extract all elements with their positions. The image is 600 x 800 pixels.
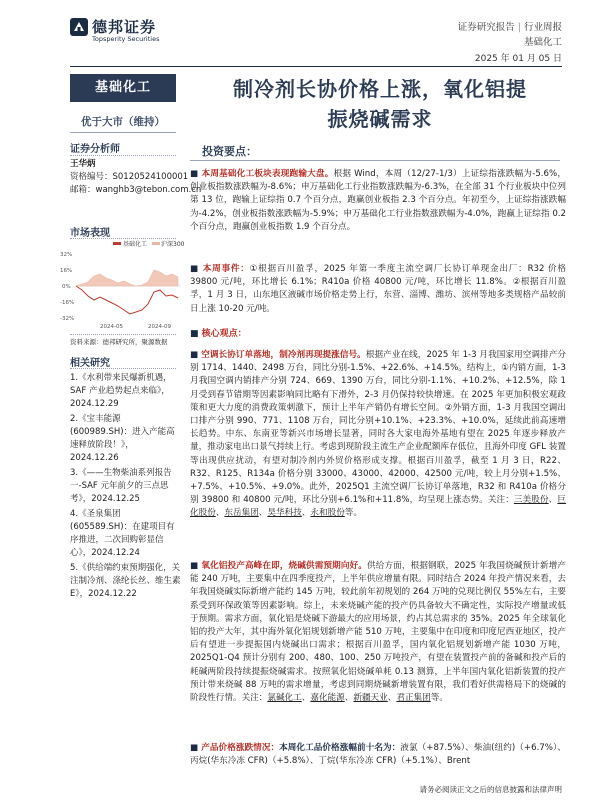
- x-tick: 2024-05: [100, 324, 123, 330]
- y-tick: 16%: [60, 268, 73, 274]
- bullet-icon: ■: [190, 264, 203, 274]
- brand-name: 德邦证券: [92, 18, 157, 36]
- bullet-icon: ■: [190, 169, 202, 179]
- para-lead: 氧化铝投产高峰在即，烧碱供需预期向好。: [201, 561, 368, 571]
- related-list: [70, 372, 182, 601]
- para-lead: 本周事件：: [202, 264, 250, 274]
- para-text: ①根据百川盈孚，2025 年第一季度主流空调厂长协订单现金出厂：R32 价格 39800 元/吨，环比增长 6.1%；R410a 价格 40800 元/吨，环比增长 11.8%。②根据百川盈孚，1 月 3 日，山东地区液碱市场价格走势上行，东营、淄博、潍坊、滨州等地多类规格产品较前日上涨 10-20 元/吨。: [190, 264, 566, 314]
- related-item[interactable]: 1.《水利带来民爆新机遇，SAF 产业趋势起点来临》，2024.12.29: [70, 373, 172, 409]
- brand-mark-icon: [70, 18, 88, 36]
- related-section-title: 相关研究: [70, 358, 110, 369]
- y-tick: 32%: [60, 252, 73, 258]
- y-tick: -16%: [60, 300, 75, 306]
- company-link[interactable]: 新疆天业: [353, 693, 388, 704]
- para-text: 根据 Wind，本周（12/27-1/3）上证综指涨跌幅为-5.6%，创业板指数涨跌幅为-8.6%；申万基础化工行业指数涨跌幅为-6.3%，在全部 31 个行业板块中位列第 13 位，跑输上证综指 0.7 个百分点，跑赢创业板指 2.3 个百分点。年初至今，上证综指涨跌幅为-4.2%，创业板指数涨跌幅为-5.9%；申万基础化工行业指数涨跌幅为-4.0%，跑赢上证综指 0.2 个百分点，跑赢创业板指数 1.9 个百分点。: [190, 169, 566, 232]
- para-lead: 产品价格涨跌情况：: [201, 743, 280, 753]
- report-type: 证券研究报告: [457, 22, 515, 33]
- index-area: [76, 270, 178, 286]
- header-divider: [70, 66, 562, 67]
- paragraph-events: [190, 263, 566, 316]
- y-tick: -32%: [60, 316, 75, 322]
- para-bold: 本周化工品价格涨幅前十名为：: [279, 743, 401, 753]
- divider: [70, 368, 176, 369]
- company-link[interactable]: 东岳集团: [224, 508, 259, 519]
- title-line: 振烧碱需求: [327, 107, 433, 131]
- related-item[interactable]: 2.《宝丰能源(600989.SH)：进入产能高速释放阶段！》，2024.12.26: [70, 414, 175, 463]
- company-link[interactable]: 永和股份: [310, 508, 345, 519]
- company-link[interactable]: 巨化股份: [190, 495, 566, 519]
- title-line: 制冷剂长协价格上涨，氧化铝提: [233, 77, 527, 101]
- report-sector: 基础化工: [523, 37, 562, 48]
- analyst-name: 王华炳: [70, 159, 96, 169]
- core-view-heading: [190, 326, 247, 339]
- related-item[interactable]: 5.《供给端约束预期强化，关注制冷剂、涤纶长丝、维生素 E》，2024.12.22: [70, 563, 181, 599]
- company-link[interactable]: 三美股份: [513, 495, 549, 506]
- report-category: 行业周报: [523, 22, 562, 33]
- legend-index: 沪深300: [161, 241, 184, 248]
- analyst-email: 邮箱：wanghb3@tebon.com.cn: [70, 185, 202, 195]
- x-tick: 2024-09: [148, 324, 171, 330]
- brand-name-en: Topsperity Securities: [92, 35, 160, 43]
- analyst-section-title: 证券分析师: [70, 144, 120, 155]
- bullet-icon: ■: [190, 350, 202, 360]
- report-date: 2025 年 01 月 05 日: [474, 54, 562, 64]
- market-chart: [60, 240, 184, 330]
- key-points-label: 投资要点：: [202, 145, 257, 158]
- para-end: 等。: [430, 693, 448, 704]
- rating: 优于大市（维持）: [81, 116, 165, 128]
- para-lead: 空调长协订单落地，制冷剂再现提涨信号。: [201, 350, 366, 360]
- bullet-icon: ■: [190, 329, 202, 339]
- y-tick: 0%: [62, 284, 71, 290]
- divider: [70, 132, 176, 133]
- analyst-license: 资格编号：S0120524100001: [70, 172, 189, 182]
- paragraph-prices: [190, 742, 566, 768]
- core-view-label: 核心观点：: [201, 329, 247, 339]
- divider: [70, 155, 176, 156]
- legend-sector: 基础化工: [123, 241, 148, 248]
- para-text: 液氯（+87.5%）、柴油(纽约)（+6.7%）、丙烷(华东冷冻 CFR)（+5.8%）、丁烷(华东冷冻 CFR)（+5.1%）、Brent: [190, 743, 566, 767]
- para-lead: 本周基础化工板块表现跑输大盘。: [201, 169, 334, 179]
- divider: [70, 238, 176, 239]
- paragraph-market: [190, 168, 566, 234]
- para-end: 等。: [344, 508, 362, 519]
- related-item[interactable]: 4.《圣泉集团(605589.SH)：在建项目有序推进，二次回购彰显信心》，2024.12.24: [70, 509, 175, 558]
- para-text: 供给方面，根据钢联，2025 年我国烧碱预计新增产能 240 万吨，主要集中在四季度投产，上半年供应增量有限。同时结合 2024 年投产情况来看，去年我国烧碱实际新增产能约 145 万吨，较此前年初规划的 264 万吨的兑现比例仅 55%左右，主要系受到环保政策等因素影响。综上，未来烧碱产能的投产仍具备较大不确定性，实际投产增量或低于预期。需求方面，氧化铝是烧碱下游最大的应用场景，约占其总需求的 35%。2025 年全球氧化铝的投产大年，其中海外氧化铝规划新增产能 510 万吨，主要集中在印度和印度尼西亚地区，投产后有望进一步提振国内烧碱出口需求；根据百川盈孚，国内氧化铝规划新增产能 1030 万吨，2025Q1-Q4 预计分别有 200、480、100、250 万吨投产，有望在装置投产前的备碱和投产后的耗碱两阶段持续提振烧碱需求。按照氧化铝烧碱单耗 0.13 测算，上半年国内氧化铝新装置的投产预计带来烧碱 88 万吨的需求增量，考虑到同期烧碱新增装置有限，我们看好供需格局下的烧碱的阶段性行情。关注：: [190, 561, 566, 704]
- divider: [70, 334, 176, 335]
- related-item[interactable]: 3.《——生物柴油系列报告一-SAF 元年前夕的三点思考》，2024.12.25: [70, 468, 172, 504]
- company-link[interactable]: 昊华科技: [267, 508, 302, 519]
- legal-footer: 请务必阅读正文之后的信息披露和法律声明: [419, 785, 562, 794]
- report-meta: 证券研究报告 | 行业周报 基础化工: [457, 22, 562, 48]
- sector-box: 基础化工: [70, 74, 176, 102]
- chart-source: 资料来源：德邦研究所，聚源数据: [70, 338, 168, 346]
- company-link[interactable]: 君正集团: [396, 693, 431, 704]
- company-link[interactable]: 氯碱化工: [267, 693, 302, 704]
- company-link[interactable]: 嘉化能源: [310, 693, 345, 704]
- key-points-bar: [190, 142, 560, 161]
- brand-logo: [70, 16, 160, 46]
- paragraph-refrigerant: ■ 空调长协订单落地，制冷剂再现提涨信号。根据产业在线，2025 年 1-3 月我国家用空调排产分别 1714、1440、2498 万台，同比分别-1.5%、+22.6%、+14.5%。结构上，①内销方面，1-3 月我国空调内销排产分别 724、669、1390 万台，同比分别-1.1%、+10.2%、+12.5%，除 1 月受到春节错期等因素影响同比略有下滑外，2-3 月仍保持较快增速。在 2025 年更加积极宏观政策和更大力度的消费政策刺激下，预计上半年产销仍有增长空间。②外销方面，1-3 月我国空调出口排产分别 990、771、1108 万台，同比分别+10.1%、+23.3%、+10.0%，延续此前高速增长趋势。中东、东南亚等新兴市场增长显著，同时各大家电海外基地有望在 2025 年逐步释放产量，推动家电出口景气持续上行。考虑到现阶段主流生产企业配额库存低位，且海外印度 GFL 装置等出现供应扰动，有望对制冷剂内外贸价格形成支撑。根据百川盈孚，截至 1 月 3 日，R22、R32、R125、R134a 价格分别 33000、43000、42000、42500 元/吨，较上月分别+1.5%、+7.5%、+10.5%、+9.0%。此外，2025Q1 主流空调厂长协订单落地，R32 和 R410a 价格分别 39800 和 40800 元/吨，环比分别+6.1%和+11.8%，均呈现上涨态势。关注：三美股份、巨化股份、东岳集团、昊华科技、永和股份等。: [190, 350, 566, 519]
- para-text: 根据产业在线，2025 年 1-3 月我国家用空调排产分别 1714、1440、2498 万台，同比分别-1.5%、+22.6%、+14.5%。结构上，①内销方面，1-3 月我国空调内销排产分别 724、669、1390 万台，同比分别-1.1%、+10.2%、+12.5%，除 1 月受到春节错期等因素影响同比略有下滑外，2-3 月仍保持较快增速。在 2025 年更加积极宏观政策和更大力度的消费政策刺激下，预计上半年产销仍有增长空间。②外销方面，1-3 月我国空调出口排产分别 990、771、1108 万台，同比分别+10.1%、+23.3%、+10.0%，延续此前高速增长趋势。中东、东南亚等新兴市场增长显著，同时各大家电海外基地有望在 2025 年逐步释放产量，推动家电出口景气持续上行。考虑到现阶段主流生产企业配额库存低位，且海外印度 GFL 装置等出现供应扰动，有望对制冷剂内外贸价格形成支撑。根据百川盈孚，截至 1 月 3 日，R22、R32、R125、R134a 价格分别 33000、43000、42000、42500 元/吨，较上月分别+1.5%、+7.5%、+10.5%、+9.0%。此外，2025Q1 主流空调厂长协订单落地，R32 和 R410a 价格分别 39800 和 40800 元/吨，环比分别+6.1%和+11.8%，均呈现上涨态势。关注：: [190, 350, 566, 506]
- paragraph-caustic-soda: ■ 氧化铝投产高峰在即，烧碱供需预期向好。供给方面，根据钢联，2025 年我国烧碱预计新增产能 240 万吨，主要集中在四季度投产，上半年供应增量有限。同时结合 2024 年投产情况来看，去年我国烧碱实际新增产能约 145 万吨，较此前年初规划的 264 万吨的兑现比例仅 55%左右，主要系受到环保政策等因素影响。综上，未来烧碱产能的投产仍具备较大不确定性，实际投产增量或低于预期。需求方面，氧化铝是烧碱下游最大的应用场景，约占其总需求的 35%。2025 年全球氧化铝的投产大年，其中海外氧化铝规划新增产能 510 万吨，主要集中在印度和印度尼西亚地区，投产后有望进一步提振国内烧碱出口需求；根据百川盈孚，国内氧化铝规划新增产能 1030 万吨，2025Q1-Q4 预计分别有 200、480、100、250 万吨投产，有望在装置投产前的备碱和投产后的耗碱两阶段持续提振烧碱需求。按照氧化铝烧碱单耗 0.13 测算，上半年国内氧化铝新装置的投产预计带来烧碱 88 万吨的需求增量，考虑到同期烧碱新增装置有限，我们看好供需格局下的烧碱的阶段性行情。关注：氯碱化工、嘉化能源、新疆天业、君正集团等。: [190, 561, 566, 704]
- bullet-icon: ■: [190, 561, 202, 571]
- report-title: [190, 74, 570, 134]
- market-section-title: 市场表现: [70, 228, 110, 239]
- sector-line: [76, 286, 178, 314]
- bullet-icon: ■: [190, 743, 202, 753]
